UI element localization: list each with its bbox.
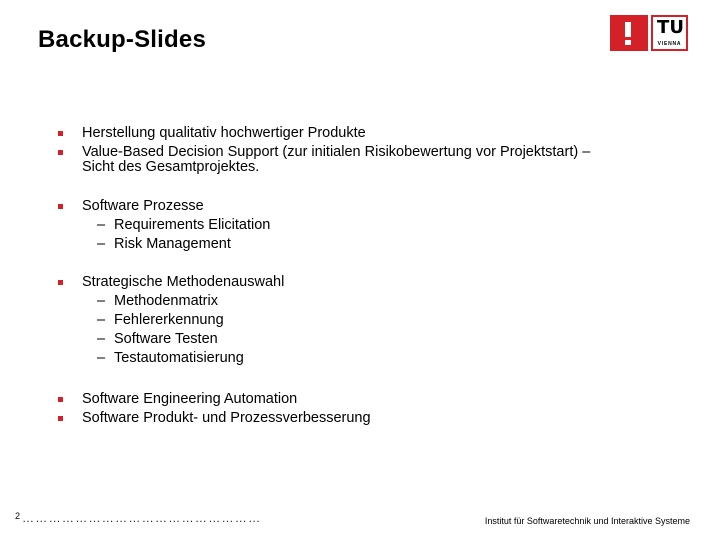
bullet-text: Software Prozesse (82, 198, 204, 214)
sub-item-text: Requirements Elicitation (114, 217, 271, 233)
sub-item-text: Methodenmatrix (114, 293, 218, 309)
sub-item-text: Testautomatisierung (114, 350, 244, 366)
footer-institute: Institut für Softwaretechnik und Interaktive Systeme (484, 516, 690, 526)
bullet-text: Value-Based Decision Support (zur initialen Risikobewertung vor Projektstart) – (82, 144, 591, 160)
bullet-text: Software Engineering Automation (82, 391, 298, 407)
tu-vienna-logo (610, 15, 688, 53)
logo-vienna-text: VIENNA (657, 41, 682, 47)
bullet-continuation-text: Sicht des Gesamtprojektes. (82, 159, 260, 175)
sub-item-text: Software Testen (114, 331, 218, 347)
dash-bullet: – (97, 217, 106, 233)
dash-bullet: – (97, 331, 106, 347)
bullet-text: Herstellung qualitativ hochwertiger Produkte (82, 125, 366, 141)
dash-bullet: – (97, 350, 106, 366)
footer-dotted-line: ……………………………………………… (22, 511, 262, 525)
bullet-text: Software Produkt- und Prozessverbesserung (82, 410, 371, 426)
dash-bullet: – (97, 236, 106, 252)
exclamation-logo-icon (610, 15, 648, 51)
dash-bullet: – (97, 312, 106, 328)
sub-item-text: Fehlererkennung (114, 312, 224, 328)
tu-logo-box (651, 15, 688, 51)
slide-title: Backup-Slides (38, 26, 206, 53)
sub-item-text: Risk Management (114, 236, 231, 252)
logo-tu-text: TU (657, 17, 684, 38)
page-number: 2 (15, 511, 21, 521)
bullet-text: Strategische Methodenauswahl (82, 274, 285, 290)
dash-bullet: – (97, 293, 106, 309)
